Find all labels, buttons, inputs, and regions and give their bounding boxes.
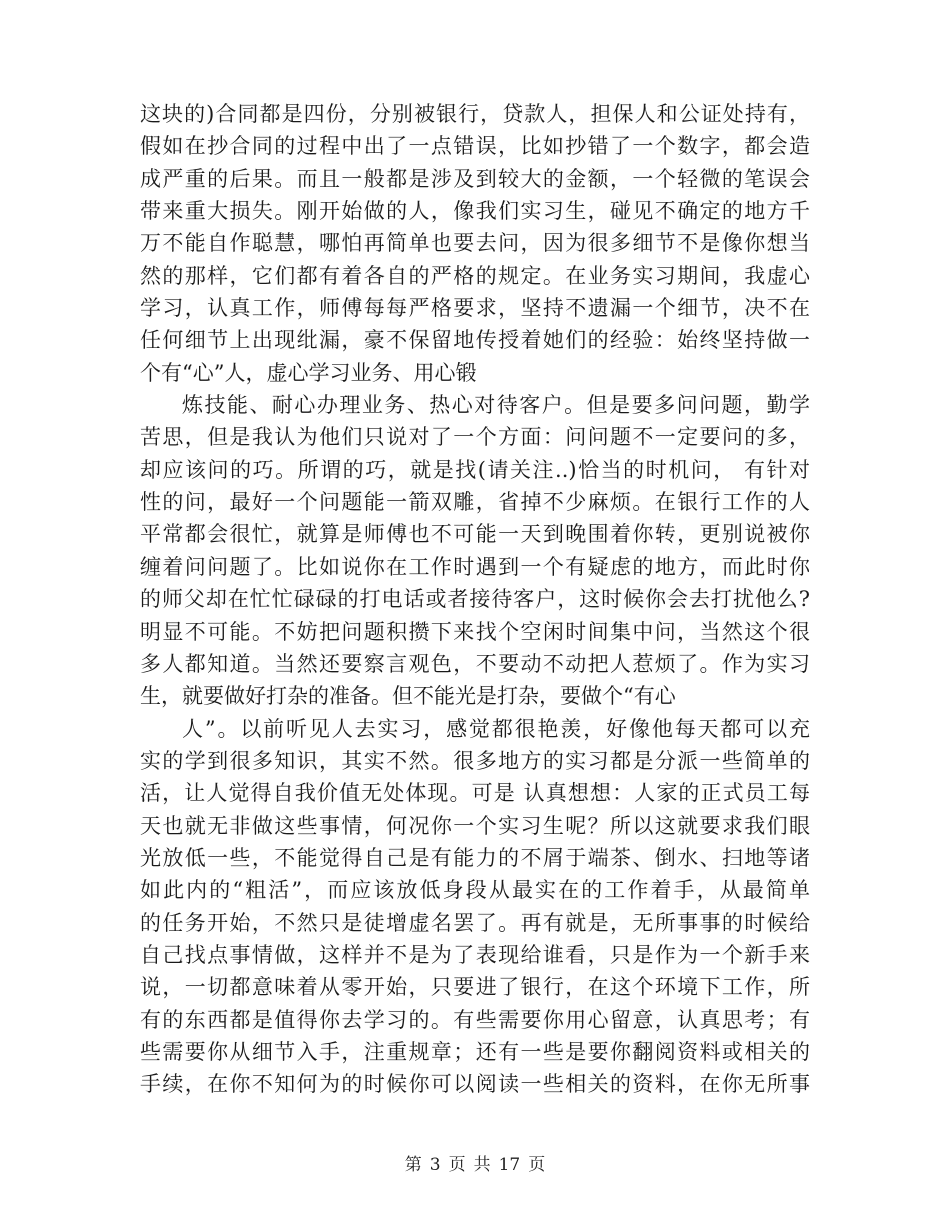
- text-line: 假如在抄合同的过程中出了一点错误，比如抄错了一个数字，都会造: [140, 134, 810, 159]
- text-line: 平常都会很忙，就算是师傅也不可能一天到晚围着你转，更别说被你: [140, 522, 810, 547]
- text-line: 明显不可能。不妨把问题积攒下来找个空闲时间集中问，当然这个很: [140, 619, 810, 644]
- body-text: [140, 98, 810, 1101]
- page-label-suffix: 页: [528, 1155, 546, 1175]
- text-line: 这块的)合同都是四份，分别被银行，贷款人，担保人和公证处持有，: [140, 102, 810, 126]
- text-line: 带来重大损失。刚开始做的人，像我们实习生，碰见不确定的地方千: [140, 199, 810, 224]
- text-line: 有的东西都是值得你去学习的。有些需要你用心留意，认真思考；有: [140, 1007, 810, 1032]
- current-page-number: 3: [429, 1155, 441, 1175]
- text-line: 成严重的后果。而且一般都是涉及到较大的金额，一个轻微的笔误会: [140, 166, 810, 191]
- text-line: 生，就要做好打杂的准备。但不能光是打杂，要做个“有心: [140, 684, 676, 709]
- text-line: 自己找点事情做，这样并不是为了表现给谁看，只是作为一个新手来: [140, 942, 810, 967]
- text-line: 炼技能、耐心办理业务、热心对待客户。但是要多问问题，勤学: [182, 393, 810, 418]
- text-line: 多人都知道。当然还要察言观色，不要动不动把人惹烦了。作为实习: [140, 651, 810, 676]
- text-line: 任何细节上出现纰漏，豪不保留地传授着她们的经验：始终坚持做一: [140, 328, 810, 353]
- total-label-prefix: 共: [473, 1155, 491, 1175]
- text-line: 缠着问问题了。比如说你在工作时遇到一个有疑虑的地方，而此时你: [140, 554, 810, 579]
- page-label-prefix: 第: [404, 1155, 422, 1175]
- text-line: 说，一切都意味着从零开始，只要进了银行，在这个环境下工作，所: [140, 975, 810, 1000]
- total-page-count: 17: [498, 1155, 521, 1175]
- text-line: 学习，认真工作，师傅每每严格要求，坚持不遗漏一个细节，决不在: [140, 296, 810, 321]
- text-line: 的师父却在忙忙碌碌的打电话或者接待客户，这时候你会去打扰他么?: [140, 587, 810, 612]
- text-line: 然的那样，它们都有着各自的严格的规定。在业务实习期间，我虚心: [140, 263, 810, 288]
- text-line: 活，让人觉得自我价值无处体现。可是 认真想想：人家的正式员工每: [140, 781, 810, 806]
- text-line: 天也就无非做这些事情，何况你一个实习生呢？所以这就要求我们眼: [140, 813, 810, 838]
- text-line: 苦思，但是我认为他们只说对了一个方面：问问题不一定要问的多，: [140, 425, 810, 450]
- text-line: 手续，在你不知何为的时候你可以阅读一些相关的资料，在你无所事: [140, 1072, 810, 1097]
- text-line: 实的学到很多知识，其实不然。很多地方的实习都是分派一些简单的: [140, 748, 810, 773]
- text-line: 如此内的“粗活”，而应该放低身段从最实在的工作着手，从最简单: [140, 878, 810, 903]
- page-footer: [0, 1153, 950, 1177]
- text-line: 性的问，最好一个问题能一箭双雕，省掉不少麻烦。在银行工作的人: [140, 490, 810, 515]
- text-line: 光放低一些，不能觉得自己是有能力的不屑于端茶、倒水、扫地等诸: [140, 845, 810, 870]
- text-line: 万不能自作聪慧，哪怕再简单也要去问，因为很多细节不是像你想当: [140, 231, 810, 256]
- text-line: 些需要你从细节入手，注重规章；还有一些是要你翻阅资料或相关的: [140, 1039, 810, 1064]
- text-line: 的任务开始，不然只是徒增虚名罢了。再有就是，无所事事的时候给: [140, 910, 810, 935]
- page-label-mid: 页: [448, 1155, 466, 1175]
- text-line: 人”。以前听见人去实习，感觉都很艳羡，好像他每天都可以充: [182, 716, 810, 741]
- text-line: 却应该问的巧。所谓的巧，就是找(请关注..)恰当的时机问， 有针对: [140, 457, 810, 482]
- text-line: 个有“心”人，虚心学习业务、用心锻: [140, 360, 477, 385]
